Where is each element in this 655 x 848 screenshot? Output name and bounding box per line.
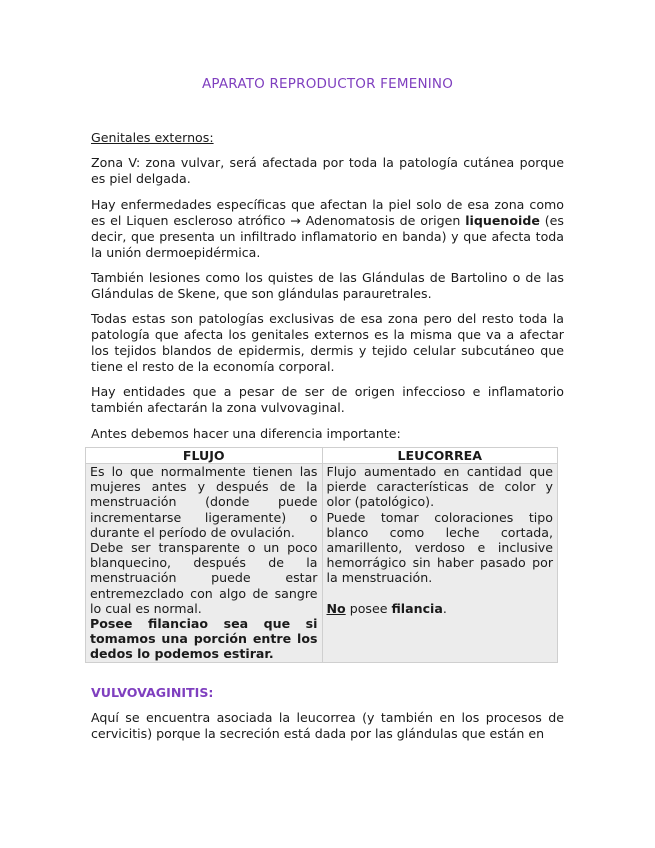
table-header-row — [86, 448, 558, 464]
paragraph-zona-v: Zona V: zona vulvar, será afectada por toda la patología cutánea porque es piel delgada. — [91, 155, 564, 186]
flujo-text-2: Debe ser transparente o un poco blanquecino, después de la menstruación puede estar entremezclado con algo de sangre lo cual es normal. — [90, 540, 318, 616]
paragraph-vulvovaginitis: Aquí se encuentra asociada la leucorrea (y también en los procesos de cervicitis) porque la secreción está dada por las glándulas que están en — [91, 710, 564, 741]
cell-leucorrea — [322, 464, 558, 663]
leucorrea-posee: posee — [345, 600, 392, 616]
leucorrea-no: No — [326, 600, 346, 616]
paragraph-enfermedades — [91, 197, 564, 261]
paragraph-entidades: Hay entidades que a pesar de ser de origen infeccioso e inflamatorio también afectarán la zona vulvovaginal. — [91, 384, 564, 415]
paragraph-quistes: También lesiones como los quistes de las Glándulas de Bartolino o de las Glándulas de Skene, que son glándulas parauretrales. — [91, 270, 564, 301]
comparison-table — [85, 447, 558, 663]
paragraph-enfermedades-start: Hay enfermedades específicas que afectan la piel solo de esa zona como es el Liquen escleroso atrófico → Adenomatosis de origen — [91, 197, 564, 228]
flujo-bold-text: Posee filanciao sea que si tomamos una porción entre los dedos lo podemos estirar. — [90, 616, 318, 662]
paragraph-diferencia: Antes debemos hacer una diferencia importante: — [91, 426, 401, 441]
table-row — [86, 464, 558, 663]
leucorrea-filancia: filancia — [391, 600, 443, 616]
paragraph-enfermedades-end: (es decir, que presenta un infiltrado inflamatorio en banda) y que afecta toda la unión dermoepidérmica. — [91, 213, 564, 260]
leucorrea-filancia-line — [327, 601, 554, 616]
leucorrea-text-2: Puede tomar coloraciones tipo blanco como leche cortada, amarillento, verdoso e inclusive hemorrágico sin haber pasado por la menstruación. — [326, 509, 553, 586]
term-liquenoide: liquenoide — [465, 213, 540, 228]
paragraph-patologias: Todas estas son patologías exclusivas de esa zona pero del resto toda la patología que afecta los genitales externos es la misma que va a afectar los tejidos blandos de epidermis, dermis y tejido celular subcutáneo que tiene el resto de la economía corporal. — [91, 311, 564, 374]
cell-flujo — [86, 464, 323, 663]
subheading-vulvovaginitis: VULVOVAGINITIS: — [91, 685, 214, 700]
leucorrea-period: . — [442, 600, 447, 616]
section-label-genitales: Genitales externos: — [91, 130, 214, 145]
page-title: APARATO REPRODUCTOR FEMENINO — [201, 76, 454, 92]
leucorrea-text-1: Flujo aumentado en cantidad que pierde características de color y olor (patológico). — [326, 464, 553, 510]
header-flujo: FLUJO — [86, 448, 323, 464]
flujo-text-1: Es lo que normalmente tienen las mujeres antes y después de la menstruación (donde puede incrementarse ligeramente) o durante el período de ovulación. — [90, 464, 318, 540]
header-leucorrea: LEUCORREA — [322, 448, 558, 464]
